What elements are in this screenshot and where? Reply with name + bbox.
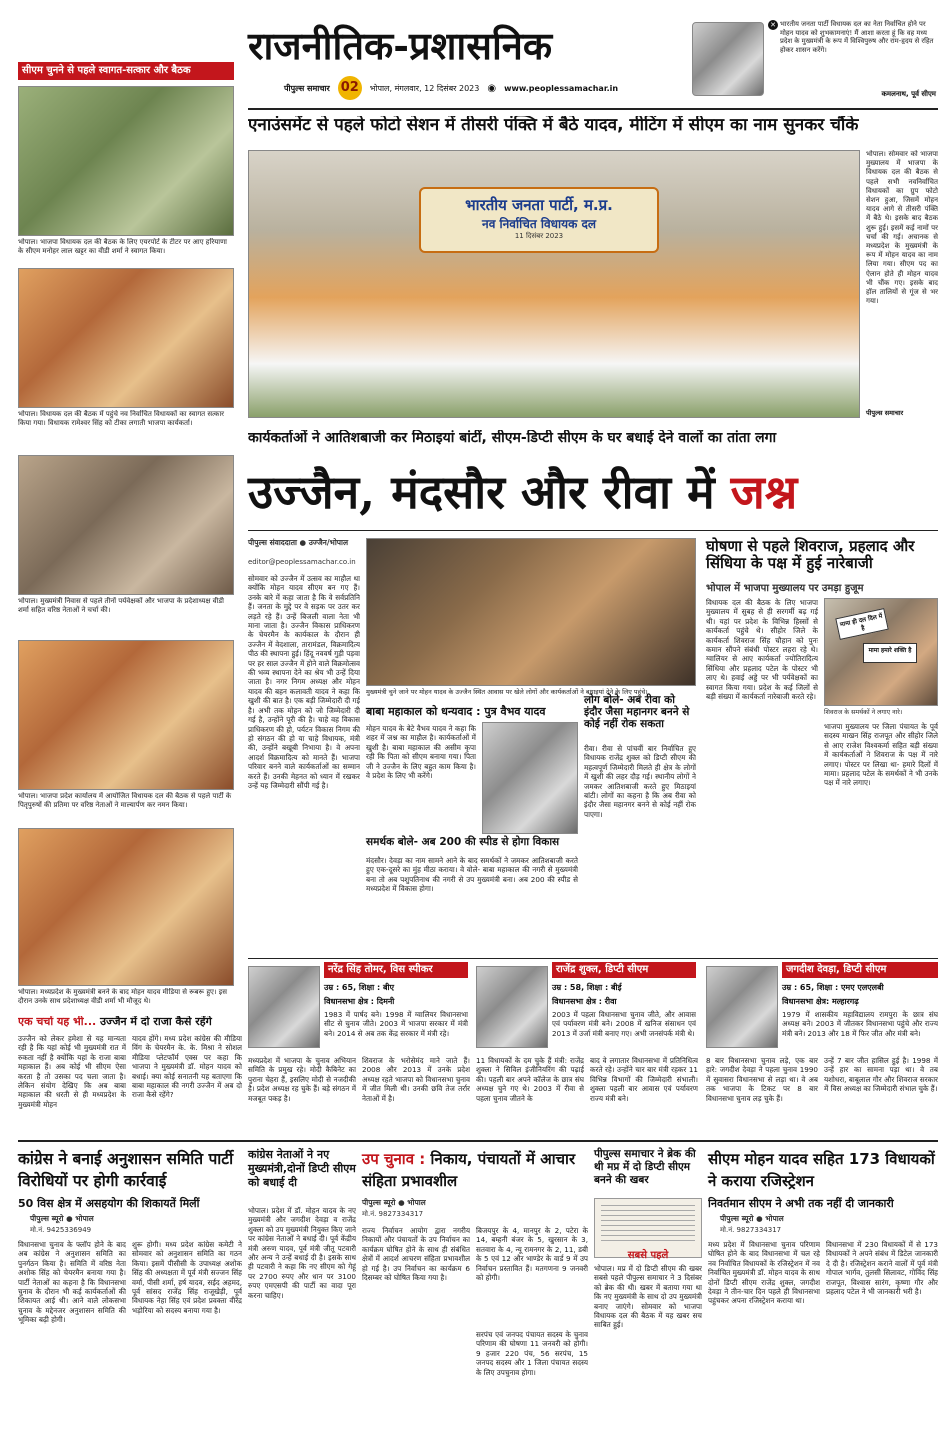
bottom-5-col-2: विधानसभा में 230 विधायकों में से 173 विधायकों ने अपने संबंध में डिटेल जानकारी दे दी है। रजिस्ट्रेशन कराने वालों में पूर्व मंत्री गोपाल भार्गव, तुलसी सिलावट, गोविंद सिंह राजपूत, विश्वास सारंग, कृष्णा गौर और प्रहलाद पटेल ने भी जानकारी भरी है। bbox=[826, 1240, 938, 1297]
bottom-2-col-1: भोपाल। प्रदेश में डॉ. मोहन यादव के नए मुख्यमंत्री और जगदीश देवड़ा व राजेंद्र शुक्ला को उप मुख्यमंत्री नियुक्त किए जाने पर कांग्रेस नेताओं ने बधाई दी। पूर्व केंद्रीय मंत्री अरुण यादव, पूर्व मंत्री जीतू पटवारी और अन्य ने उन्हें बधाई दी है। इसके साथ ही पटवारी ने कहा कि नए सीएम को गेहूं पर 2700 रुपए और धान पर 3100 रुपए एमएसपी की पार्टी का वादा पूरा करना चाहिए। bbox=[248, 1206, 356, 1300]
bjp-banner bbox=[419, 187, 659, 253]
bottom-1-byline: पीपुल्स ब्यूरो ● भोपाल bbox=[30, 1214, 94, 1223]
section-title: राजनीतिक-प्रशासनिक bbox=[248, 23, 553, 68]
banner-line-1: भारतीय जनता पार्टी, म.प्र. bbox=[465, 196, 613, 214]
bottom-4-clip-label: सबसे पहले bbox=[627, 1250, 669, 1261]
banner-line-3: 11 दिसंबर 2023 bbox=[514, 232, 564, 240]
sub3-text: रीवा। रीवा से पांचवीं बार निर्वाचित हुए विधायक राजेंद्र शुक्ल को डिप्टी सीएम की महत्वपूर्ण जिम्मेदारी मिलते ही क्षेत्र के लोगों में खुशी की लहर दौड़ गई। स्थानीय लोगों ने जमकर आतिशबाजी करते हुए मिठाइयां बांटी। लोगों का कहना है कि अब रीवा को इंदौर जैसा महानगर बनने से कोई नहीं रोक पाएगा। bbox=[584, 744, 696, 819]
bottom-3-headline-black: निकाय, पंचायतों में आचार संहिता प्रभावशील bbox=[362, 1150, 576, 1190]
profile-1-age: उम्र : 65, शिक्षा : बीए bbox=[324, 983, 395, 992]
bottom-rule bbox=[18, 1140, 938, 1142]
one-liner-head bbox=[18, 1016, 244, 1029]
bottom-1-mobile: मो.नं. 9425336949 bbox=[30, 1226, 92, 1234]
bottom-5-byline: पीपुल्स ब्यूरो ● भोपाल bbox=[720, 1214, 784, 1223]
vaibhav-photo bbox=[482, 722, 578, 834]
profile-cont-3: 11 विधायकों के दम चुके हैं मंत्री: राजेंद्र शुक्ला ने सिविल इंजीनियरिंग की पढ़ाई की। पहली बार अपने कॉलेज के छात्र संघ अध्यक्ष चुने गए थे। 2003 में रीवा से पहला चुनाव जीतने के bbox=[476, 1056, 584, 1103]
quote-box bbox=[768, 20, 938, 102]
left-photo-5 bbox=[18, 828, 234, 986]
bottom-4-col-1: भोपाल। मप्र में दो डिप्टी सीएम की खबर सबसे पहले पीपुल्स समाचार ने 3 दिसंबर को ब्रेक की थी। खबर में बताया गया था कि नए मुख्यमंत्री के साथ दो उप मुख्यमंत्री बनाए जाएंगे। सोमवार को भाजपा विधायक दल की बैठक में यह खबर सच साबित हुई। bbox=[594, 1264, 702, 1330]
sub3-head: लोग बोले- अब रीवा को इंदौर जैसा महानगर बनने से कोई नहीं रोक सकता bbox=[584, 694, 690, 731]
quote-text: भारतीय जनता पार्टी विधायक दल का नेता निर्वाचित होने पर मोहन यादव को शुभकामनाएं! मैं आशा करता हूं कि वह मध्य प्रदेश के मुख्यमंत्री के रूप में विश्विपुरुष और राम-हृदय से रहित होकर शासन करेंगे। bbox=[780, 20, 934, 54]
website: www.peoplessamachar.in bbox=[504, 83, 619, 93]
sub2-head: समर्थक बोले- अब 200 की स्पीड से होगा विकास bbox=[366, 836, 560, 848]
profile-cont-6: उन्हें 7 बार जीत हासिल हुई है। 1998 में उन्हें हार का सामना पड़ा था। वे तब यशोधरा, बाबूलाल गौर और शिवराज सरकार में विस अध्यक्ष का जिम्मेदारी संभाल चुके हैं। bbox=[824, 1056, 938, 1094]
top-story-side-text: भोपाल। सोमवार को भाजपा मुख्यालय में भाजपा के विधायक दल की बैठक से पहले सभी नवनिर्वाचित विधायकों का ग्रुप फोटो सेशन हुआ, जिसमें मोहन यादव आगे से तीसरी पंक्ति में बैठे थे। इसके बाद बैठक शुरू हुई। इसमें कई नामों पर चर्चा की गई। अचानक से मध्यप्रदेश के मुख्यमंत्री के रूप में मोहन यादव का नाम लिया गया। सीएम पद का ऐलान होते ही मोहन यादव भी चौंक गए। इसके बाद हॉल तालियों से गूंज से भर गया। bbox=[866, 150, 938, 306]
right-story-subhead: भोपाल में भाजपा मुख्यालय पर उमड़ा हुजूम bbox=[706, 583, 864, 594]
page-number: 02 bbox=[338, 76, 362, 100]
left-caption-5: भोपाल। मध्यप्रदेश के मुख्यमंत्री बनने के बाद मोहन यादव मीडिया से रूबरू हुए। इस दौरान उनके साथ प्रदेशाध्यक्ष वीडी शर्मा भी मौजूद थे। bbox=[18, 988, 227, 1005]
left-caption-2: भोपाल। विधायक दल की बैठक में पहुंचे नव निर्वाचित विधायकों का स्वागत सत्कार किया गया। विधायक रामेश्वर सिंह को टीका लगाती भाजपा कार्यकर्ता। bbox=[18, 410, 225, 427]
bottom-3-col-3: सरपंच एवं जनपद पंचायत सदस्य के चुनाव परिणाम की घोषणा 11 जनवरी को होगी। 9 हजार 220 पंच, 56 सरपंच, 15 जनपद सदस्य और 1 जिला पंचायत सदस्य के लिए उपचुनाव होगा। bbox=[476, 1330, 588, 1377]
top-story-credit: पीपुल्स समाचार bbox=[866, 409, 904, 417]
main-headline-red: जश्न bbox=[730, 465, 798, 519]
left-strip-title: सीएम चुनने से पहले स्वागत-सत्कार और बैठक bbox=[18, 62, 234, 80]
bottom-1-headline: कांग्रेस ने बनाई अनुशासन समिति पार्टी विरोधियों पर होगी कार्रवाई bbox=[18, 1150, 234, 1190]
main-headline-black: उज्जैन, मंदसौर और रीवा में bbox=[248, 465, 731, 519]
placard-2: मामा हमारे शक्ति है bbox=[863, 643, 917, 663]
bottom-3-headline-red: उप चुनाव : bbox=[362, 1150, 431, 1168]
sub1-text: मोहन यादव के बेटे वैभव यादव ने कहा कि शहर में जश्न का माहौल है। कार्यकर्ताओं में खुशी है। बाबा महाकाल की असीम कृपा रही कि पिता को सीएम बनाया गया। पिता जी ने उज्जैन के लिए बहुत काम किया है। वे प्रदेश के लिए भी करेंगे। bbox=[366, 724, 476, 781]
top-story-photo bbox=[248, 150, 860, 418]
placard-1: मामा ही दल दिल में है bbox=[835, 608, 888, 640]
bottom-4-headline: पीपुल्स समाचार ने ब्रेक की थी मप्र में दो डिप्टी सीएम बनने की खबर bbox=[594, 1148, 696, 1186]
main-email: editor@peoplessamachar.co.in bbox=[248, 558, 356, 566]
profile-1-title: नरेंद्र सिंह तोमर, विस स्पीकर bbox=[324, 962, 468, 978]
profile-3-text: 1979 में शासकीय महाविद्यालय रामपुरा के छात्र संघ अध्यक्ष बने। 2003 में जीतकर विधानसभा पहुंचे और राज्य मंत्री बने। 2013 और 18 में फिर जीत और मंत्री बने। bbox=[782, 1010, 938, 1038]
top-story-headline: एनाउंसमेंट से पहले फोटो सेशन में तीसरी पंक्ति में बैठे यादव, मीटिंग में सीएम का नाम सुनकर चौंके bbox=[248, 116, 859, 135]
left-caption-3: भोपाल। मुख्यमंत्री निवास से पहले तीनों पर्यवेक्षकों और भाजपा के प्रदेशाध्यक्ष वीडी शर्मा सहित वरिष्ठ नेताओं ने चर्चा की। bbox=[18, 597, 224, 614]
main-photo-caption: मुख्यमंत्री चुने जाने पर मोहन यादव के उज्जैन स्थित आवास पर खेले लोगों और कार्यकर्ताओं ने बधाइयां देने के लिए पहुंचे। bbox=[366, 688, 648, 696]
profile-1-photo bbox=[248, 966, 320, 1048]
left-photo-4 bbox=[18, 640, 234, 790]
bottom-3-byline: पीपुल्स ब्यूरो ● भोपाल bbox=[362, 1198, 426, 1207]
dateline: भोपाल, मंगलवार, 12 दिसंबर 2023 bbox=[369, 83, 480, 93]
main-byline: पीपुल्स संवाददाता ● उज्जैन/भोपाल bbox=[248, 538, 349, 547]
bottom-1-col-2: शुरू होगी। मध्य प्रदेश कांग्रेस कमेटी ने सोमवार को अनुशासन समिति का गठन किया। इसमें पीसीसी के उपाध्यक्ष अशोक सिंह की अध्यक्षता में पूर्व मंत्री सज्जन सिंह वर्मा, पीसी शर्मा, हर्ष यादव, सईद अहमद, पूर्व सांसद राजेंद्र सिंह राजूखेड़ी, पूर्व विधायक नेहा सिंह एवं प्रदेश प्रवक्ता वीरेंद्र भड़ोरिया को सदस्य बनाया गया है। bbox=[132, 1240, 242, 1315]
profile-2-age: उम्र : 58, शिक्षा : बीई bbox=[552, 983, 622, 992]
profile-1-text: 1983 में पार्षद बने। 1998 में ग्वालियर विधानसभा सीट से चुनाव जीते। 2003 में भाजपा सरकार में मंत्री बने। 2014 से अब तक केंद्र सरकार में मंत्री रहे। bbox=[324, 1010, 468, 1038]
bottom-3-mobile: मो.नं. 9827334317 bbox=[362, 1210, 424, 1218]
right-story-photo bbox=[824, 598, 938, 706]
dateline-bar bbox=[284, 76, 684, 100]
one-liner-col-2: यादव होंगे। मध्य प्रदेश कांग्रेस की मीडिया विंग के चेयरमैन के. के. मिश्रा ने सोशल मीडिया प्लेटफॉर्म एक्स पर कहा कि भाजपा ने मुख्यमंत्री डॉ. मोहन यादव को बधाई। क्या कोई सनातनी यह बताएगा कि बाबा महाकाल की नगरी उज्जैन में अब दो राजा कैसे रहेंगे? bbox=[132, 1034, 242, 1100]
profile-cont-5: 8 बार विधानसभा चुनाव लड़े, एक बार हारे: जगदीश देवड़ा ने पहला चुनाव 1990 में सुवासरा विधानसभा से लड़ा था। वे अब तक भाजपा के टिकट पर 8 बार विधानसभा चुनाव लड़ चुके हैं। bbox=[706, 1056, 818, 1103]
one-liner-head-red: एक चर्चा यह भी... bbox=[18, 1016, 101, 1028]
bottom-4-clip-lines bbox=[601, 1205, 695, 1241]
x-logo-icon: ✕ bbox=[768, 20, 778, 30]
globe-icon: ◉ bbox=[487, 82, 497, 94]
bottom-5-col-1: मध्य प्रदेश में विधानसभा चुनाव परिणाम घोषित होने के बाद विधानसभा में चल रहे नव निर्वाचित विधायकों के रजिस्ट्रेशन में नव निर्वाचित मुख्यमंत्री डॉ. मोहन यादव के साथ दोनों डिप्टी सीएम राजेंद्र शुक्ल, जगदीश देवड़ा ने तीन-चार दिन पहले ही विधानसभा पहुंचकर अपना रजिस्ट्रेशन कराया था। bbox=[708, 1240, 820, 1306]
left-caption-4: भोपाल। भाजपा प्रदेश कार्यालय में आयोजित विधायक दल की बैठक से पहले पार्टी के पितृपुरुषों की प्रतिमा पर वरिष्ठ नेताओं ने माल्यार्पण कर नमन किया। bbox=[18, 792, 232, 809]
one-liner-col-1: उज्जैन को लेकर हमेशा से यह मान्यता रही है कि यहां कोई भी मुख्यमंत्री रात में रुकता नहीं है क्योंकि यहां के राजा बाबा महाकाल हैं। अब कोई भी सीएम ऐसा करता है तो उसका पद चला जाता है। लेकिन संयोग देखिए कि अब बाबा महाकाल की धरती से ही मध्यप्रदेश के मुख्यमंत्री मोहन bbox=[18, 1034, 126, 1109]
profile-3-photo bbox=[706, 966, 778, 1048]
bottom-5-subhead: निवर्तमान सीएम ने अभी तक नहीं दी जानकारी bbox=[708, 1197, 894, 1210]
bottom-5-headline: सीएम मोहन यादव सहित 173 विधायकों ने कराया रजिस्ट्रेशन bbox=[708, 1150, 935, 1190]
bottom-2-headline: कांग्रेस नेताओं ने नए मुख्यमंत्री,दोनों डिप्टी सीएम को बधाई दी bbox=[248, 1148, 356, 1189]
masthead-rule bbox=[248, 108, 938, 110]
left-caption-1: भोपाल। भाजपा विधायक दल की बैठक के लिए एयरपोर्ट के टीटर पर आए हरियाणा के सीएम मनोहर लाल खट्टर का वीडी शर्मा ने स्वागत किया। bbox=[18, 238, 227, 255]
masthead bbox=[248, 24, 688, 104]
bottom-5-mobile: मो.नं. 9827334317 bbox=[720, 1226, 782, 1234]
main-photo bbox=[366, 538, 696, 686]
main-kicker: कार्यकर्ताओं ने आतिशबाजी कर मिठाइयां बांटीं, सीएम-डिप्टी सीएम के घर बधाई देने वालों का तांता लगा bbox=[248, 430, 777, 446]
profile-cont-2: शिवराज के भरोसेमंद माने जाते हैं। 2008 और 2013 में उनके प्रदेश अध्यक्ष रहते भाजपा को विधानसभा चुनाव में जीत मिली थी। उनकी छवि तेज तर्रार नेताओं में है। bbox=[362, 1056, 470, 1103]
profile-cont-4: बाद वे लगातार विधानसभा में प्रतिनिधित्व करते रहे। उन्होंने चार बार मंत्री रहकर 11 विभिन्न विभागों की जिम्मेदारी संभाली। शुक्ला पहली बार आवास एवं पर्यावरण राज्य मंत्री बने। bbox=[590, 1056, 698, 1103]
bottom-1-col-1: विधानसभा चुनाव के फ्लॉप होने के बाद अब कांग्रेस ने अनुशासन समिति का पुनर्गठन किया है। समिति में वरिष्ठ नेता अशोक सिंह को चेयरमैन बनाया गया है। पार्टी नेताओं का कहना है कि विधानसभा चुनाव के दौरान भी कई कार्यकर्ताओं की शिकायत आई थी। आने वाले लोकसभा चुनाव के मद्देनजर अनुशासन समिति की भूमिका बढ़ी होगी। bbox=[18, 1240, 126, 1325]
bottom-3-col-1: राज्य निर्वाचन आयोग द्वारा नगरीय निकायों और पंचायतों के उप निर्वाचन का कार्यक्रम घोषित होने के साथ ही संबंधित क्षेत्रों में आदर्श आचरण संहिता प्रभावशील हो गई है। उप निर्वाचन का कार्यक्रम 6 दिसम्बर को घोषित किया गया है। bbox=[362, 1226, 470, 1283]
profile-2-constituency: विधानसभा क्षेत्र : रीवा bbox=[552, 997, 617, 1006]
profile-2-text: 2003 में पहला विधानसभा चुनाव जीते, और आवास एवं पर्यावरण मंत्री बने। 2008 में खनिज संसाधन एवं 2013 में उर्जा मंत्री बनाए गए। अभी जनसंपर्क मंत्री थे। bbox=[552, 1010, 696, 1038]
quote-portrait bbox=[692, 22, 764, 96]
one-liner-head-black: उज्जैन में दो राजा कैसे रहेंगे bbox=[100, 1016, 212, 1028]
main-rule bbox=[248, 530, 938, 531]
quote-author: कमलनाथ, पूर्व सीएम bbox=[881, 90, 936, 98]
bottom-4-clip bbox=[594, 1198, 702, 1261]
bottom-3-headline bbox=[362, 1148, 590, 1192]
right-story-text-2: भाजपा मुख्यालय पर जिला पंचायत के पूर्व सदस्य माखन सिंह राजपूत और सीहोर जिले से आए राजेश विश्वकर्मा सहित बड़ी संख्या में कार्यकर्ताओं ने शिवराज के पक्ष में नारे लगाए। पोस्टर पर लिखा था- हमारे दिलों में मामा। प्रहलाद पटेल के समर्थकों ने भी उनके पक्ष में नारे लगाए। bbox=[824, 722, 938, 788]
sub1-head: बाबा महाकाल को धन्यवाद : पुत्र वैभव यादव bbox=[366, 705, 546, 718]
profile-1-constituency: विधानसभा क्षेत्र : दिमनी bbox=[324, 997, 395, 1006]
left-photo-1 bbox=[18, 86, 234, 236]
left-photo-2 bbox=[18, 268, 234, 408]
profile-3-age: उम्र : 65, शिक्षा : एमए एलएलबी bbox=[782, 983, 884, 992]
paper-name: पीपुल्स समाचार bbox=[284, 83, 330, 93]
right-story-headline: घोषणा से पहले शिवराज, प्रहलाद और सिंधिया के पक्ष में हुई नारेबाजी bbox=[706, 537, 915, 573]
profile-3-constituency: विधानसभा क्षेत्र: मल्हारगढ़ bbox=[782, 997, 859, 1006]
banner-line-2: नव निर्वाचित विधायक दल bbox=[482, 217, 596, 231]
left-photo-3 bbox=[18, 455, 234, 595]
right-story-caption: शिवराज के समर्थकों ने लगाए नारे। bbox=[824, 709, 903, 716]
bottom-3-col-2-visible: बिजयपुर के 4, मानपुर के 2, पटेरा के 14, बम्हनी बंजर के 5, खुरसान के 3, सतवारा के 4, न्यू रामनगर के 2, 11, डबी के 5 एवं 12 और भाण्डेर के वार्ड 9 में उप निर्वाचन प्रस्तावित हैं। मतगणना 9 जनवरी को होगी। bbox=[476, 1226, 588, 1283]
profile-3-title: जगदीश देवड़ा, डिप्टी सीएम bbox=[782, 962, 938, 978]
profiles-rule bbox=[248, 958, 938, 959]
sub2-text: मंदसौर। देवड़ा का नाम सामने आने के बाद समर्थकों ने जमकर आतिशबाजी करते हुए एक-दूसरे का मुंह मीठा कराया। वे वोले- बाबा महाकाल की नगरी से मुख्यमंत्री बना तो अब पशुपतिनाथ की नगरी से उप मुख्यमंत्री बना। अब 200 की स्पीड से मध्यप्रदेश में विकास होगा। bbox=[366, 856, 578, 894]
profile-cont-1: मध्यप्रदेश में भाजपा के चुनाव अभियान समिति के प्रमुख रहे। मोदी कैबिनेट का पुराना चेहरा हैं, इसलिए मोदी से नजदीकी है। प्रदेश अध्यक्ष रह चुके हैं। बड़े संगठन में मजबूत पकड़ है। bbox=[248, 1056, 356, 1103]
profile-2-photo bbox=[476, 966, 548, 1048]
right-story-text: विधायक दल की बैठक के लिए भाजपा मुख्यालय में सुबह से ही सरगर्मी बढ़ गई थी। यहां पर प्रदेश के विभिन्न हिस्सों से कार्यकर्ता पहुंचे थे। सीहोर जिले के कार्यकर्ता शिवराज सिंह चौहान को पुनः कमान सौंपने संबंधी पोस्टर लहरा रहे थे। ग्वालियर से आए कार्यकर्ता ज्योतिरादित्य सिंधिया और प्रहलाद पटेल के पोस्टर भी लाए थे। हवाई अड्डे पर भी पर्यवेक्षकों का स्वागत किया गया। प्रदेश के कई जिलों से बड़ी संख्या में कार्यकर्ता नारेबाजी करते रहे। bbox=[706, 598, 818, 702]
profile-2-title: राजेंद्र शुक्ल, डिप्टी सीएम bbox=[552, 962, 696, 978]
main-headline bbox=[248, 462, 938, 526]
bottom-1-subhead: 50 विस क्षेत्र में असहयोग की शिकायतें मिलीं bbox=[18, 1197, 200, 1210]
main-col-1: सोमवार को उज्जैन में उत्सव का माहौल था क्योंकि मोहन यादव सीएम बन गए हैं। उनके बारे में कहा जाता है कि वे सर्वप्रतिनि हैं। जनता के मुद्दे पर वे सड़क पर उतर कर लड़ते रहे हैं। उन्हें बिजली वाला नेता भी माना जाता है। उज्जैन विकास प्राधिकरण के चेयरमैन के कार्यकाल के दौरान ही उज्जैन में वेदशाला, तारामंडल, विक्रमादित्य पीठ की स्थापना हुई। हिंदू नववर्ष गुड़ी पड़वा पर हर साल उज्जैन में होने वाले विक्रमोत्सव की भव्य स्थापना देने का श्रेय भी उन्हें दिया जाता है। नगर निगम अध्यक्ष और मोहन यादव की बहन कलावती यादव ने कहा कि खुशी की बात है। एक बड़ी जिम्मेदारी दी गई है। अभी तक मोहन को जो जिम्मेदारी दी गई है, उन्होंने पूरी की है। चाहे वह विकास प्राधिकरण की हो, पर्यटन विकास निगम की हो संगठन की हो या चाहे विधायक, मंत्री की, उन्होंने बखूबी निभाया है। वे अपना आदर्श विक्रमादित्य को मानते हैं। भाजपा परिवार बनने वाले कार्यकर्ताओं का सम्मान करते हैं। उनकी मेहनत को ध्यान में रखकर उन्हें यह जिम्मेदारी सौंपी गई है। bbox=[248, 574, 360, 790]
